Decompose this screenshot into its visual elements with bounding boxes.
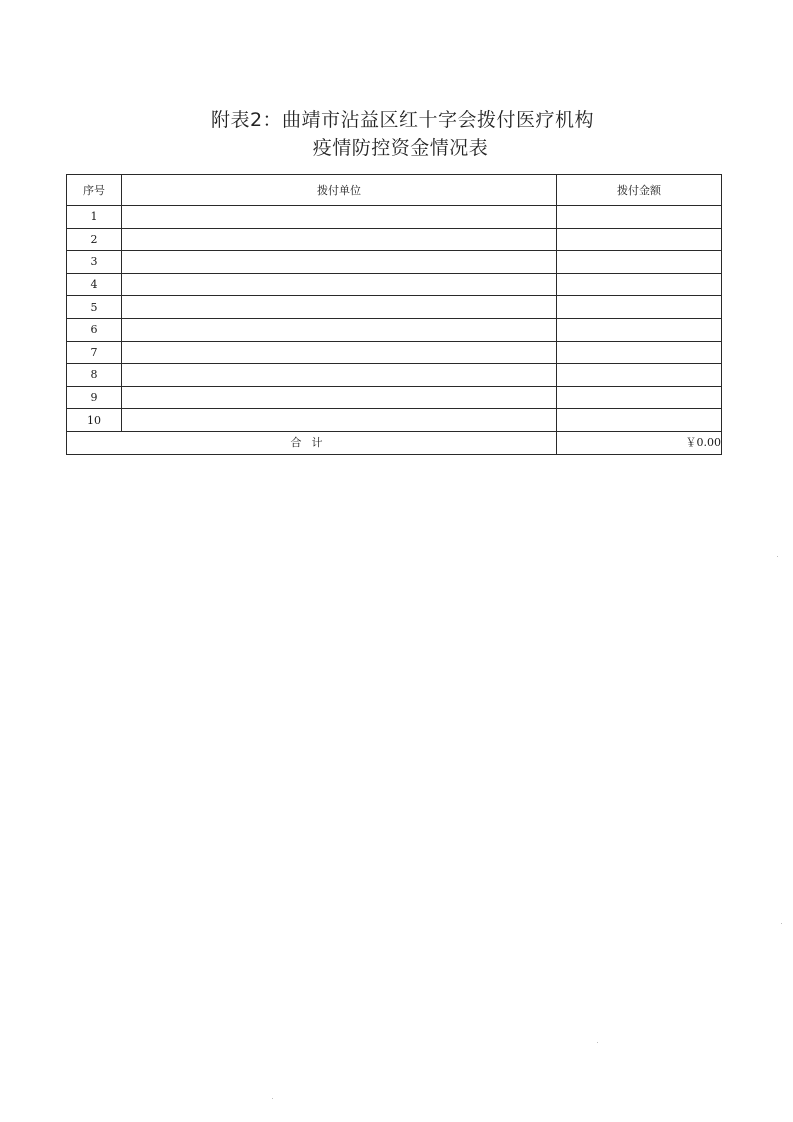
table-row: [67, 273, 722, 296]
row-number: 6: [67, 318, 122, 341]
row-unit-cell: [122, 228, 557, 251]
row-number: 9: [67, 386, 122, 409]
row-amount-cell: [557, 386, 722, 409]
row-unit-cell: [122, 273, 557, 296]
table-row: [67, 364, 722, 387]
total-amount: ￥0.00: [557, 431, 722, 454]
row-amount-cell: [557, 206, 722, 229]
scan-speck: [781, 923, 782, 924]
row-amount-cell: [557, 296, 722, 319]
table-row: [67, 296, 722, 319]
row-unit-cell: [122, 318, 557, 341]
scan-speck: [272, 1098, 273, 1099]
table-row: [67, 341, 722, 364]
row-amount-cell: [557, 251, 722, 274]
row-unit-cell: [122, 341, 557, 364]
row-number: 8: [67, 364, 122, 387]
row-unit-cell: [122, 409, 557, 432]
header-amount: 拨付金额: [557, 175, 722, 206]
row-unit-cell: [122, 296, 557, 319]
table-row: [67, 409, 722, 432]
row-number: 5: [67, 296, 122, 319]
table-row: [67, 206, 722, 229]
row-amount-cell: [557, 341, 722, 364]
total-label: 合计: [67, 431, 557, 454]
total-row: [67, 431, 722, 454]
row-unit-cell: [122, 386, 557, 409]
document-title-line-1: 附表2：曲靖市沾益区红十字会拨付医疗机构: [210, 109, 595, 131]
row-amount-cell: [557, 228, 722, 251]
scan-speck: [597, 1042, 598, 1043]
header-serial-number: 序号: [67, 175, 122, 206]
header-recipient-unit: 拨付单位: [122, 175, 557, 206]
row-amount-cell: [557, 364, 722, 387]
row-number: 3: [67, 251, 122, 274]
scan-speck: [777, 556, 778, 557]
row-unit-cell: [122, 364, 557, 387]
row-amount-cell: [557, 318, 722, 341]
row-number: 7: [67, 341, 122, 364]
row-unit-cell: [122, 206, 557, 229]
funding-table: [66, 174, 722, 455]
row-amount-cell: [557, 273, 722, 296]
row-amount-cell: [557, 409, 722, 432]
table-header-row: [67, 175, 722, 206]
table-row: [67, 318, 722, 341]
row-number: 1: [67, 206, 122, 229]
table-row: [67, 386, 722, 409]
row-number: 2: [67, 228, 122, 251]
table-row: [67, 251, 722, 274]
row-unit-cell: [122, 251, 557, 274]
row-number: 10: [67, 409, 122, 432]
row-number: 4: [67, 273, 122, 296]
table-row: [67, 228, 722, 251]
document-title-line-2: 疫情防控资金情况表: [312, 137, 489, 159]
